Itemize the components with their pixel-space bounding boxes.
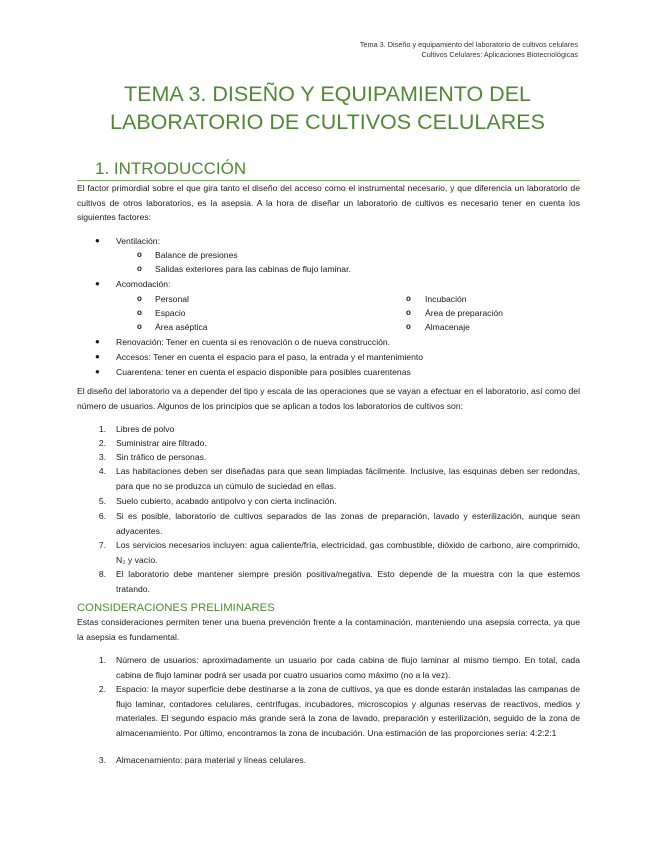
consideracion-1: Número de usuarios: aproximadamente un usuario por cada cabina de flujo laminar al mismo tiempo. En total, cada cabina de flujo laminar podrá ser usada por cuatro usuarios como máximo (no a la vez). xyxy=(116,655,580,680)
circle-bullet-icon: o xyxy=(137,264,142,273)
circle-bullet-icon: o xyxy=(406,308,411,317)
factor-acomodacion: Acomodación: xyxy=(116,279,171,289)
consideraciones-paragraph: Estas consideraciones permiten tener una buena prevención frente a la contaminación, manteniendo una asepsia correcta, ya que la asepsia es fundamental. xyxy=(77,617,580,642)
bullet-dot-icon: ● xyxy=(95,337,100,346)
list-number: 2. xyxy=(98,684,106,694)
bullet-dot-icon: ● xyxy=(95,279,100,288)
running-header xyxy=(360,40,578,60)
acomodacion-right-2: Área de preparación xyxy=(425,308,503,318)
title-line-1: TEMA 3. DISEÑO Y EQUIPAMIENTO DEL xyxy=(123,82,532,106)
circle-bullet-icon: o xyxy=(137,322,142,331)
intro-paragraph: El factor primordial sobre el que gira tanto el diseño del acceso como el instrumental necesario, y que diferencia un laboratorio de cultivos de otros laboratorios, es la asepsia. A la hora de diseñar un laboratorio de cultivos es necesario tener en cuenta los siguientes factores: xyxy=(77,183,580,223)
document-title xyxy=(0,80,655,136)
bullet-dot-icon: ● xyxy=(95,236,100,245)
header-line-1: Tema 3. Diseño y equipamiento del laboratorio de cultivos celulares xyxy=(359,40,578,49)
ventilacion-sub-1: Balance de presiones xyxy=(155,250,238,260)
consideracion-2: Espacio: la mayor superficie debe destinarse a la zona de cultivos, ya que es donde estarán instaladas las campanas de flujo laminar, contadores celulares, centrífugas, incubadores, microscopios y algunas reservas de reactivos, medios y materiales. El segundo espacio más grande será la zona de lavado, preparación y esterilización, seguido de la zona de almacenamiento. Por último, encontramos la zona de incubación. Una estimación de las proporciones sería: 4:2:2:1 xyxy=(116,684,580,738)
principle-5: Suelo cubierto, acabado antipolvo y con cierta inclinación. xyxy=(116,496,337,506)
principle-3: Sin tráfico de personas. xyxy=(116,452,207,462)
factor-ventilacion: Ventilación: xyxy=(116,236,160,246)
header-line-2: Cultivos Celulares: Aplicaciones Biotecnológicas xyxy=(421,50,578,59)
list-number: 3. xyxy=(98,452,106,462)
principle-8: El laboratorio debe mantener siempre presión positiva/negativa. Esto depende de la muestra con la que estemos tratando. xyxy=(116,569,580,594)
list-number: 6. xyxy=(98,511,106,521)
acomodacion-right-1: Incubación xyxy=(425,294,467,304)
principle-6: Si es posible, laboratorio de cultivos separados de las zonas de preparación, lavado y esterilización, aunque sean adyacentes. xyxy=(116,511,580,536)
list-number: 3. xyxy=(98,755,106,765)
list-number: 8. xyxy=(98,569,106,579)
list-number: 7. xyxy=(98,540,106,550)
circle-bullet-icon: o xyxy=(137,250,142,259)
acomodacion-left-3: Área aséptica xyxy=(155,322,208,332)
list-number: 4. xyxy=(98,466,106,476)
list-number: 2. xyxy=(98,438,106,448)
list-number: 1. xyxy=(98,424,106,434)
factor-cuarentena: Cuarentena: tener en cuenta el espacio disponible para posibles cuarentenas xyxy=(116,367,411,377)
bullet-dot-icon: ● xyxy=(95,367,100,376)
principle-1: Libres de polvo xyxy=(116,424,175,434)
acomodacion-right-3: Almacenaje xyxy=(425,322,470,332)
principle-4: Las habitaciones deben ser diseñadas para que sean limpiadas fácilmente. Inclusive, las esquinas deben ser redondas, para que no se produzca un cúmulo de suciedad en ellas. xyxy=(116,466,580,491)
title-line-2: LABORATORIO DE CULTIVOS CELULARES xyxy=(110,110,545,134)
design-paragraph: El diseño del laboratorio va a depender del tipo y escala de las operaciones que se vayan a efectuar en el laboratorio, así como del número de usuarios. Algunos de los principios que se aplican a todos los laboratorios de cultivos son: xyxy=(77,386,580,411)
circle-bullet-icon: o xyxy=(406,322,411,331)
principle-7: Los servicios necesarios incluyen: agua caliente/fría, electricidad, gas combustible, dióxido de carbono, aire comprimido, N₂ y vacío. xyxy=(116,540,580,565)
circle-bullet-icon: o xyxy=(406,294,411,303)
circle-bullet-icon: o xyxy=(137,308,142,317)
circle-bullet-icon: o xyxy=(137,294,142,303)
factor-renovacion: Renovación: Tener en cuenta si es renovación o de nueva construcción. xyxy=(116,337,391,347)
list-number: 1. xyxy=(98,655,106,665)
factor-accesos: Accesos: Tener en cuenta el espacio para el paso, la entrada y el mantenimiento xyxy=(116,352,424,362)
section-heading-introduccion: 1. INTRODUCCIÓN xyxy=(95,159,247,178)
list-number: 5. xyxy=(98,496,106,506)
acomodacion-left-1: Personal xyxy=(155,294,189,304)
consideracion-3: Almacenamiento: para material y líneas celulares. xyxy=(116,755,307,765)
bullet-dot-icon: ● xyxy=(95,352,100,361)
ventilacion-sub-2: Salidas exteriores para las cabinas de flujo laminar. xyxy=(155,264,351,274)
acomodacion-left-2: Espacio xyxy=(155,308,186,318)
principle-2: Suministrar aire filtrado. xyxy=(116,438,207,448)
section-heading-consideraciones: CONSIDERACIONES PRELIMINARES xyxy=(77,602,275,614)
